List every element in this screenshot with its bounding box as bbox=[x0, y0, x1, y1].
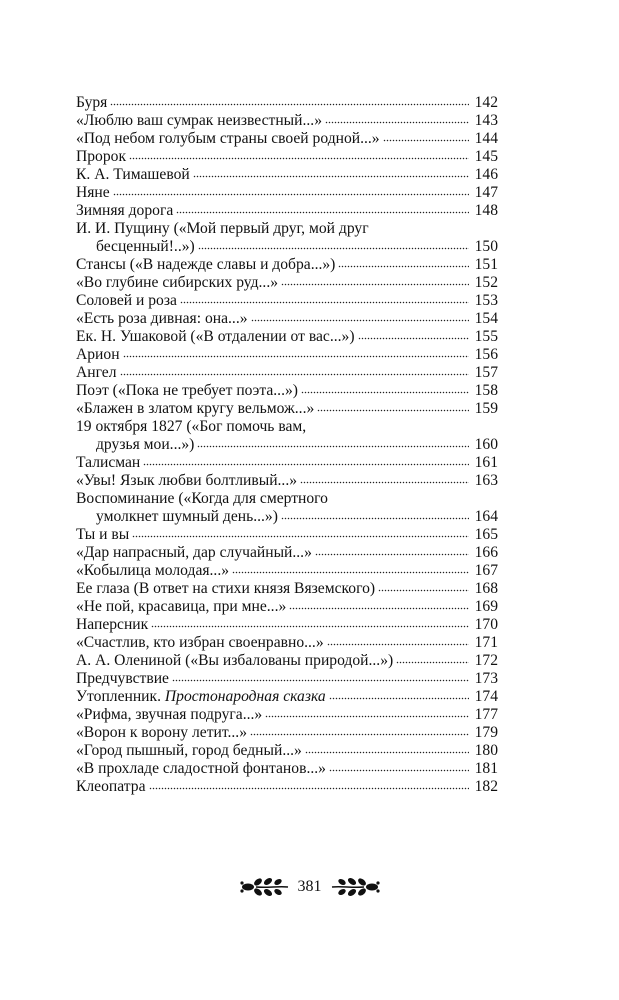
toc-page-number: 148 bbox=[474, 202, 498, 219]
toc-entry bbox=[76, 310, 498, 328]
toc-entry-line bbox=[76, 436, 498, 454]
toc-page-number: 167 bbox=[474, 562, 498, 579]
toc-entry-line bbox=[76, 292, 498, 310]
toc-page-number: 182 bbox=[474, 778, 498, 795]
toc-title bbox=[76, 436, 194, 454]
dot-leader bbox=[110, 102, 469, 106]
toc-title-text: Няне bbox=[76, 184, 110, 201]
toc-title-text: Пророк bbox=[76, 148, 127, 165]
toc-title-text: «Увы! Язык любви болтливый...» bbox=[76, 472, 298, 489]
toc-title-text: Клеопатра bbox=[76, 778, 146, 795]
dot-leader bbox=[378, 588, 469, 592]
toc-page-number: 150 bbox=[474, 238, 498, 255]
leaf-ornament-left-icon bbox=[238, 877, 290, 897]
toc-page-number: 180 bbox=[474, 742, 498, 759]
toc-page-number: 174 bbox=[474, 688, 498, 705]
dot-leader bbox=[281, 516, 469, 520]
toc-entry bbox=[76, 256, 498, 274]
dot-leader bbox=[383, 138, 469, 142]
dot-leader bbox=[301, 390, 469, 394]
toc-entry bbox=[76, 742, 498, 760]
toc-page-number: 151 bbox=[474, 256, 498, 273]
toc-title-text: «Рифма, звучная подруга...» bbox=[76, 706, 263, 723]
toc-title bbox=[76, 742, 302, 760]
toc-entry bbox=[76, 184, 498, 202]
toc-title bbox=[76, 724, 247, 742]
dot-leader bbox=[265, 714, 469, 718]
toc-entry-line bbox=[76, 238, 498, 256]
toc-page-number: 172 bbox=[474, 652, 498, 669]
toc-title-text: «Не пой, красавица, при мне...» bbox=[76, 598, 287, 615]
toc-entry-line bbox=[76, 508, 498, 526]
toc-page-number: 142 bbox=[474, 94, 498, 111]
dot-leader bbox=[180, 300, 469, 304]
toc-title-text: друзья мои...») bbox=[96, 436, 195, 453]
dot-leader bbox=[251, 318, 469, 322]
toc-title bbox=[76, 544, 312, 562]
toc-entry-line bbox=[76, 112, 498, 130]
toc-entry bbox=[76, 688, 498, 706]
toc-title bbox=[76, 580, 375, 598]
toc-title-text: «Люблю ваш сумрак неизвестный...» bbox=[76, 112, 322, 129]
toc-title-text: А. А. Олениной («Вы избалованы природой...») bbox=[76, 652, 394, 669]
dot-leader bbox=[289, 606, 469, 610]
dot-leader bbox=[151, 624, 469, 628]
toc-entry bbox=[76, 472, 498, 490]
toc-title-text: Стансы («В надежде славы и добра...») bbox=[76, 256, 336, 273]
toc-title bbox=[76, 760, 326, 778]
toc-entry-line bbox=[76, 346, 498, 364]
dot-leader bbox=[317, 408, 469, 412]
toc-entry-line bbox=[76, 148, 498, 166]
toc-title bbox=[76, 508, 278, 526]
toc-page-number: 155 bbox=[474, 328, 498, 345]
toc-entry bbox=[76, 652, 498, 670]
dot-leader bbox=[305, 750, 469, 754]
toc-entry-line bbox=[76, 742, 498, 760]
toc-entry-line bbox=[76, 778, 498, 796]
toc-entry-line bbox=[76, 544, 498, 562]
toc-page-number: 154 bbox=[474, 310, 498, 327]
dot-leader bbox=[149, 786, 470, 790]
toc-entry bbox=[76, 220, 498, 256]
toc-entry bbox=[76, 400, 498, 418]
toc-title bbox=[76, 688, 326, 706]
toc-title-text: И. И. Пущину («Мой первый друг, мой друг bbox=[76, 220, 369, 237]
dot-leader bbox=[358, 336, 469, 340]
toc-entry bbox=[76, 544, 498, 562]
toc-title-text: Наперсник bbox=[76, 616, 149, 633]
toc-title bbox=[76, 598, 286, 616]
toc-entry bbox=[76, 580, 498, 598]
dot-leader bbox=[327, 642, 469, 646]
toc-page-number: 181 bbox=[474, 760, 498, 777]
toc-entry bbox=[76, 490, 498, 526]
toc-entry bbox=[76, 778, 498, 796]
toc-page-number: 168 bbox=[474, 580, 498, 597]
dot-leader bbox=[129, 156, 469, 160]
toc-title-text: Соловей и роза bbox=[76, 292, 177, 309]
toc-title bbox=[76, 670, 169, 688]
toc-title bbox=[76, 472, 297, 490]
dot-leader bbox=[193, 174, 469, 178]
table-of-contents bbox=[76, 94, 498, 796]
toc-page-number: 152 bbox=[474, 274, 498, 291]
toc-entry-line bbox=[76, 688, 498, 706]
toc-title-text: «Блажен в златом кругу вельмож...» bbox=[76, 400, 315, 417]
toc-title-text: Предчувствие bbox=[76, 670, 169, 687]
toc-entry-line bbox=[76, 706, 498, 724]
toc-title bbox=[76, 274, 278, 292]
toc-page-number: 171 bbox=[474, 634, 498, 651]
toc-entry bbox=[76, 112, 498, 130]
toc-title-text: Зимняя дорога bbox=[76, 202, 174, 219]
toc-entry-line bbox=[76, 580, 498, 598]
toc-title bbox=[76, 256, 335, 274]
toc-entry bbox=[76, 364, 498, 382]
toc-entry-line bbox=[76, 310, 498, 328]
toc-page-number: 160 bbox=[474, 436, 498, 453]
toc-title bbox=[76, 148, 126, 166]
toc-entry-line bbox=[76, 166, 498, 184]
leaf-ornament-right-icon bbox=[330, 877, 382, 897]
toc-entry bbox=[76, 598, 498, 616]
toc-title-text: «Счастлив, кто избран своенравно...» bbox=[76, 634, 324, 651]
toc-title bbox=[76, 94, 107, 112]
dot-leader bbox=[325, 120, 469, 124]
toc-title bbox=[76, 130, 380, 148]
toc-page-number: 145 bbox=[474, 148, 498, 165]
toc-entry-line bbox=[76, 562, 498, 580]
toc-title bbox=[76, 382, 298, 400]
toc-title-text: «Под небом голубым страны своей родной...» bbox=[76, 130, 380, 147]
toc-title-text: «Кобылица молодая...» bbox=[76, 562, 230, 579]
dot-leader bbox=[396, 660, 469, 664]
dot-leader bbox=[132, 534, 469, 538]
toc-page-number: 177 bbox=[474, 706, 498, 723]
dot-leader bbox=[198, 246, 469, 250]
toc-entry bbox=[76, 382, 498, 400]
dot-leader bbox=[329, 696, 469, 700]
dot-leader bbox=[300, 480, 469, 484]
dot-leader bbox=[232, 570, 469, 574]
toc-page-number: 170 bbox=[474, 616, 498, 633]
toc-entry bbox=[76, 562, 498, 580]
toc-page-number: 169 bbox=[474, 598, 498, 615]
toc-title-text: умолкнет шумный день...») bbox=[96, 508, 278, 525]
toc-title bbox=[76, 490, 328, 508]
toc-title-text: Арион bbox=[76, 346, 120, 363]
toc-title bbox=[76, 634, 324, 652]
toc-entry-line bbox=[76, 364, 498, 382]
dot-leader bbox=[123, 354, 469, 358]
toc-entry-line bbox=[76, 418, 498, 436]
toc-title bbox=[76, 526, 129, 544]
toc-entry-line bbox=[76, 256, 498, 274]
toc-page-number: 166 bbox=[474, 544, 498, 561]
toc-entry bbox=[76, 724, 498, 742]
toc-title-text: Ты и вы bbox=[76, 526, 130, 543]
toc-entry bbox=[76, 346, 498, 364]
toc-entry-line bbox=[76, 760, 498, 778]
dot-leader bbox=[197, 444, 469, 448]
toc-entry bbox=[76, 130, 498, 148]
dot-leader bbox=[143, 462, 469, 466]
toc-title-text: 19 октября 1827 («Бог помочь вам, bbox=[76, 418, 307, 435]
toc-entry-line bbox=[76, 202, 498, 220]
toc-entry bbox=[76, 166, 498, 184]
toc-title-text: бесценный!..») bbox=[96, 238, 195, 255]
dot-leader bbox=[172, 678, 469, 682]
dot-leader bbox=[315, 552, 469, 556]
dot-leader bbox=[113, 192, 469, 196]
toc-entry-line bbox=[76, 94, 498, 112]
toc-page-number: 173 bbox=[474, 670, 498, 687]
toc-title bbox=[76, 328, 355, 346]
toc-title bbox=[76, 292, 177, 310]
toc-title-text: Буря bbox=[76, 94, 108, 111]
toc-title bbox=[76, 184, 110, 202]
toc-title bbox=[76, 364, 117, 382]
toc-title-text: «Во глубине сибирских руд...» bbox=[76, 274, 279, 291]
toc-title bbox=[76, 778, 146, 796]
toc-entry-line bbox=[76, 220, 498, 238]
toc-title-text: Талисман bbox=[76, 454, 141, 471]
toc-title-text: Поэт («Пока не требует поэта...») bbox=[76, 382, 298, 399]
page-number: 381 bbox=[297, 878, 322, 895]
toc-entry bbox=[76, 526, 498, 544]
toc-title bbox=[76, 454, 140, 472]
dot-leader bbox=[338, 264, 469, 268]
dot-leader bbox=[176, 210, 469, 214]
toc-title bbox=[76, 652, 393, 670]
toc-title-text: «В прохладе сладостной фонтанов...» bbox=[76, 760, 326, 777]
toc-page-number: 156 bbox=[474, 346, 498, 363]
toc-title-text: Ее глаза (В ответ на стихи князя Вяземского) bbox=[76, 580, 376, 597]
toc-page-number: 157 bbox=[474, 364, 498, 381]
toc-entry-line bbox=[76, 652, 498, 670]
toc-page-number: 146 bbox=[474, 166, 498, 183]
toc-title bbox=[76, 346, 120, 364]
toc-title-text: «Город пышный, город бедный...» bbox=[76, 742, 302, 759]
toc-title bbox=[76, 310, 248, 328]
toc-entry bbox=[76, 706, 498, 724]
toc-title bbox=[76, 418, 306, 436]
toc-page-number: 164 bbox=[474, 508, 498, 525]
toc-entry-line bbox=[76, 184, 498, 202]
toc-title bbox=[76, 562, 229, 580]
toc-entry bbox=[76, 94, 498, 112]
toc-page-number: 165 bbox=[474, 526, 498, 543]
toc-entry-line bbox=[76, 616, 498, 634]
toc-entry-line bbox=[76, 670, 498, 688]
toc-entry-line bbox=[76, 724, 498, 742]
toc-title-text: «Ворон к ворону летит...» bbox=[76, 724, 247, 741]
toc-entry bbox=[76, 274, 498, 292]
toc-title bbox=[76, 238, 195, 256]
toc-page-number: 158 bbox=[474, 382, 498, 399]
toc-page-number: 163 bbox=[474, 472, 498, 489]
toc-entry-line bbox=[76, 328, 498, 346]
toc-entry bbox=[76, 202, 498, 220]
toc-entry bbox=[76, 148, 498, 166]
toc-title-text: «Есть роза дивная: она...» bbox=[76, 310, 248, 327]
toc-title bbox=[76, 706, 262, 724]
toc-page-number: 143 bbox=[474, 112, 498, 129]
toc-subtitle: Простонародная сказка bbox=[164, 688, 326, 705]
toc-title bbox=[76, 220, 369, 238]
toc-entry-line bbox=[76, 274, 498, 292]
toc-entry bbox=[76, 634, 498, 652]
toc-entry-line bbox=[76, 634, 498, 652]
dot-leader bbox=[281, 282, 469, 286]
toc-page-number: 144 bbox=[474, 130, 498, 147]
toc-page-number: 159 bbox=[474, 400, 498, 417]
toc-entry bbox=[76, 328, 498, 346]
toc-entry-line bbox=[76, 400, 498, 418]
toc-page-number: 153 bbox=[474, 292, 498, 309]
toc-title-text: Воспоминание («Когда для смертного bbox=[76, 490, 328, 507]
toc-entry bbox=[76, 616, 498, 634]
toc-entry-line bbox=[76, 526, 498, 544]
toc-entry bbox=[76, 292, 498, 310]
toc-title bbox=[76, 400, 314, 418]
toc-entry-line bbox=[76, 382, 498, 400]
toc-title-text: Ангел bbox=[76, 364, 117, 381]
toc-title-text: «Дар напрасный, дар случайный...» bbox=[76, 544, 312, 561]
toc-entry-line bbox=[76, 598, 498, 616]
toc-entry-line bbox=[76, 130, 498, 148]
toc-title bbox=[76, 112, 322, 130]
toc-entry-line bbox=[76, 490, 498, 508]
toc-page-number: 179 bbox=[474, 724, 498, 741]
toc-title-text: Утопленник. bbox=[76, 688, 165, 705]
toc-title-text: К. А. Тимашевой bbox=[76, 166, 190, 183]
toc-title bbox=[76, 166, 190, 184]
dot-leader bbox=[250, 732, 469, 736]
dot-leader bbox=[329, 768, 469, 772]
toc-entry bbox=[76, 760, 498, 778]
dot-leader bbox=[120, 372, 470, 376]
toc-title bbox=[76, 202, 173, 220]
page-footer bbox=[0, 877, 619, 897]
toc-page-number: 147 bbox=[474, 184, 498, 201]
toc-entry-line bbox=[76, 472, 498, 490]
toc-entry-line bbox=[76, 454, 498, 472]
toc-title-text: Ек. Н. Ушаковой («В отдалении от вас...») bbox=[76, 328, 355, 345]
toc-entry bbox=[76, 670, 498, 688]
toc-page-number: 161 bbox=[474, 454, 498, 471]
toc-title bbox=[76, 616, 148, 634]
toc-entry bbox=[76, 418, 498, 454]
toc-entry bbox=[76, 454, 498, 472]
